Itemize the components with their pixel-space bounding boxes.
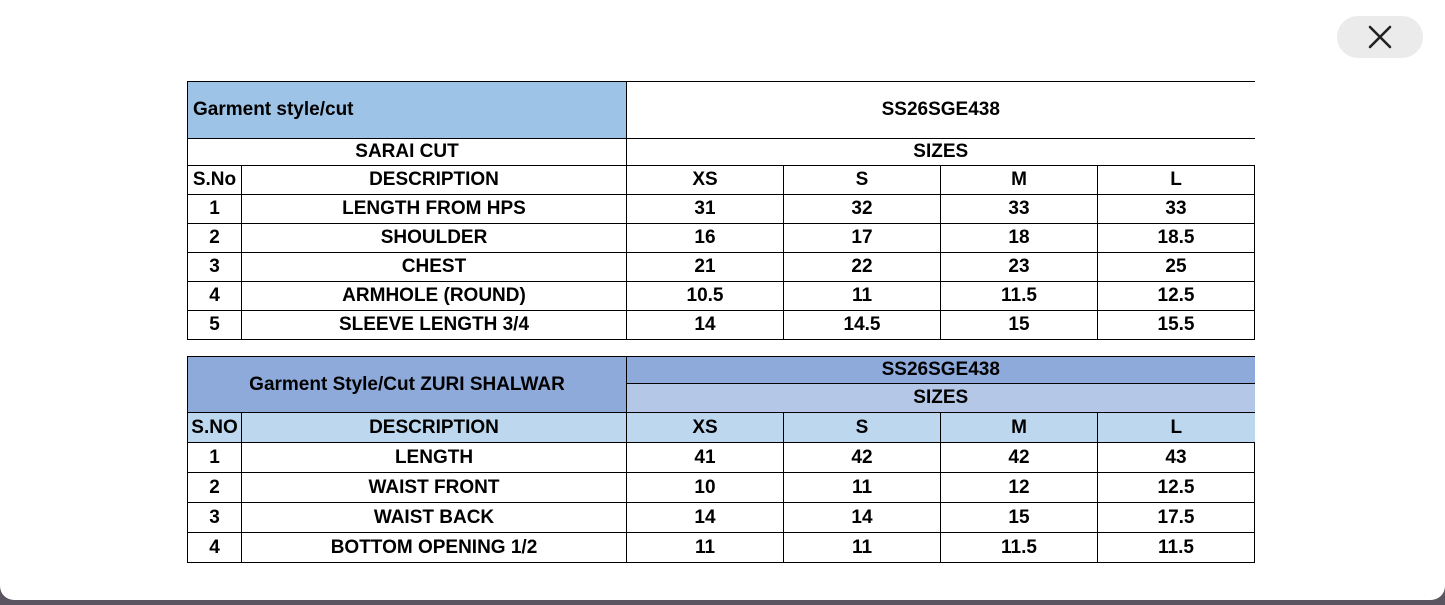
value-cell: 18 <box>941 224 1098 253</box>
value-cell: 42 <box>784 443 941 473</box>
description-cell: BOTTOM OPENING 1/2 <box>242 533 627 563</box>
size-header-s: S <box>784 166 941 195</box>
sno-cell: 4 <box>188 282 242 311</box>
style-code: SS26SGE438 <box>627 82 1255 139</box>
sno-cell: 3 <box>188 253 242 282</box>
value-cell: 14.5 <box>784 311 941 340</box>
style-code: SS26SGE438 <box>627 357 1255 384</box>
value-cell: 11.5 <box>1098 533 1255 563</box>
zuri-shalwar-size-table <box>187 356 1255 563</box>
description-cell: LENGTH <box>242 443 627 473</box>
close-button[interactable] <box>1337 16 1423 58</box>
sno-cell: 3 <box>188 503 242 533</box>
table-row <box>188 195 1255 224</box>
value-cell: 32 <box>784 195 941 224</box>
value-cell: 21 <box>627 253 784 282</box>
sno-cell: 1 <box>188 195 242 224</box>
value-cell: 16 <box>627 224 784 253</box>
table-row <box>188 311 1255 340</box>
value-cell: 11 <box>627 533 784 563</box>
description-cell: WAIST FRONT <box>242 473 627 503</box>
size-header-m: M <box>941 413 1098 443</box>
value-cell: 10 <box>627 473 784 503</box>
value-cell: 31 <box>627 195 784 224</box>
size-chart-sheet <box>187 81 1254 563</box>
size-header-l: L <box>1098 413 1255 443</box>
sarai-cut-size-table <box>187 81 1255 340</box>
value-cell: 33 <box>1098 195 1255 224</box>
table-row <box>188 282 1255 311</box>
sno-cell: 1 <box>188 443 242 473</box>
description-cell: WAIST BACK <box>242 503 627 533</box>
description-cell: CHEST <box>242 253 627 282</box>
value-cell: 17 <box>784 224 941 253</box>
table-row <box>188 253 1255 282</box>
value-cell: 11 <box>784 533 941 563</box>
table-row <box>188 443 1255 473</box>
value-cell: 18.5 <box>1098 224 1255 253</box>
value-cell: 11 <box>784 473 941 503</box>
value-cell: 42 <box>941 443 1098 473</box>
value-cell: 25 <box>1098 253 1255 282</box>
size-header-s: S <box>784 413 941 443</box>
description-cell: LENGTH FROM HPS <box>242 195 627 224</box>
table-row <box>188 503 1255 533</box>
value-cell: 22 <box>784 253 941 282</box>
value-cell: 10.5 <box>627 282 784 311</box>
value-cell: 33 <box>941 195 1098 224</box>
sizes-label: SIZES <box>627 384 1255 413</box>
value-cell: 12 <box>941 473 1098 503</box>
close-icon <box>1367 24 1393 50</box>
value-cell: 14 <box>627 311 784 340</box>
sno-cell: 2 <box>188 473 242 503</box>
size-header-xs: XS <box>627 413 784 443</box>
garment-style-label: Garment style/cut <box>188 82 627 139</box>
description-cell: SHOULDER <box>242 224 627 253</box>
value-cell: 15 <box>941 503 1098 533</box>
sno-cell: 4 <box>188 533 242 563</box>
size-header-m: M <box>941 166 1098 195</box>
column-header-row <box>188 413 1255 443</box>
value-cell: 11.5 <box>941 282 1098 311</box>
value-cell: 11.5 <box>941 533 1098 563</box>
value-cell: 12.5 <box>1098 473 1255 503</box>
garment-style-label: Garment Style/Cut ZURI SHALWAR <box>188 357 627 413</box>
value-cell: 15.5 <box>1098 311 1255 340</box>
table-row <box>188 533 1255 563</box>
column-header-row <box>188 166 1255 195</box>
sno-cell: 2 <box>188 224 242 253</box>
value-cell: 41 <box>627 443 784 473</box>
size-header-l: L <box>1098 166 1255 195</box>
table-spacer <box>187 340 1254 356</box>
description-header: DESCRIPTION <box>242 166 627 195</box>
table-row <box>188 224 1255 253</box>
sno-header: S.No <box>188 166 242 195</box>
sno-header: S.NO <box>188 413 242 443</box>
sizes-label: SIZES <box>627 139 1255 166</box>
cut-name: SARAI CUT <box>188 139 627 166</box>
value-cell: 14 <box>784 503 941 533</box>
value-cell: 23 <box>941 253 1098 282</box>
value-cell: 11 <box>784 282 941 311</box>
size-header-xs: XS <box>627 166 784 195</box>
description-cell: ARMHOLE (ROUND) <box>242 282 627 311</box>
sno-cell: 5 <box>188 311 242 340</box>
value-cell: 14 <box>627 503 784 533</box>
description-cell: SLEEVE LENGTH 3/4 <box>242 311 627 340</box>
value-cell: 43 <box>1098 443 1255 473</box>
value-cell: 12.5 <box>1098 282 1255 311</box>
table-row <box>188 473 1255 503</box>
description-header: DESCRIPTION <box>242 413 627 443</box>
value-cell: 15 <box>941 311 1098 340</box>
value-cell: 17.5 <box>1098 503 1255 533</box>
